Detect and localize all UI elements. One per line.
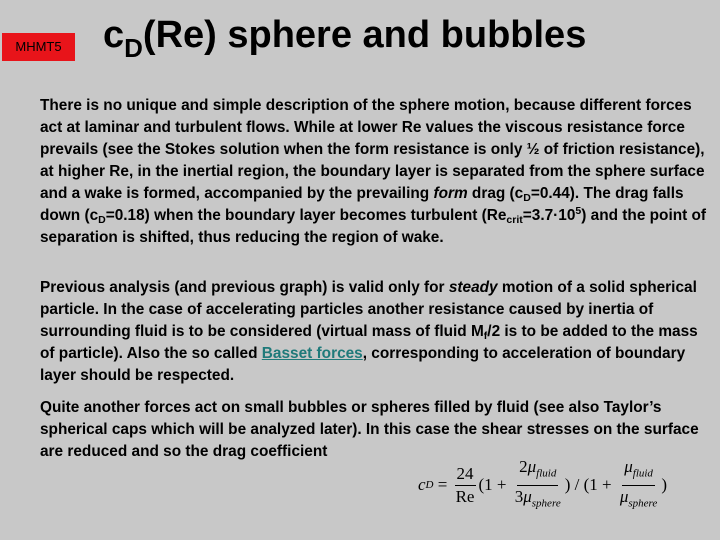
course-badge: MHMT5 — [2, 33, 75, 61]
page-title: $c_D(Re)$ sphere and bubbles — [103, 14, 587, 63]
drag-coefficient-formula: c D = $\frac{24}{Re}$ (1 + $\frac{2\mu_{fluid}}{3\mu_{sphere}}$ ) / (1 + $\frac{\mu_{fluid}}{\mu_{sphere}}$ ) — [418, 455, 667, 515]
fraction-viscosity-ratio-2: $\frac{\mu_{fluid}}{\mu_{sphere}}$ — [619, 457, 658, 509]
paragraph-steady-motion: Previous analysis (and previous graph) is valid only for steady motion of a solid spherical particle. In the case of accelerating particles another resistance caused by inertia of surrounding fluid is to be considered (virtual mass of fluid $M_f/2$ is to be added to the mass of particle). Also the so called Basset forces, corresponding to acceleration of boundary layer should be respected. — [40, 279, 698, 384]
paragraph-sphere-motion: There is no unique and simple description of the sphere motion, because different forces act at laminar and turbulent flows. While at lower Re values the viscous resistance force prevails (see the Stokes solution when the form resistance is only ½ of friction resistance), at higher Re, in the inertial region, the boundary layer is separated from the sphere surface and a wake is formed, accompanied by the prevailing form drag $(c_D=0.44)$. The drag falls down $(c_D=0.18)$ when the boundary layer becomes turbulent $(Re_{crit}=3.7\cdot 10^5)$ and the point of separation is shifted, thus reducing the region of wake. — [40, 97, 707, 246]
fraction-24-re: $\frac{24}{Re}$ — [455, 463, 475, 506]
fraction-viscosity-ratio-1: $\frac{2\mu_{fluid}}{3\mu_{sphere}}$ — [514, 457, 561, 509]
basset-forces-link[interactable]: Basset forces — [261, 345, 363, 362]
paragraph-bubbles: Quite another forces act on small bubbles or spheres filled by fluid (see also Taylor’s spherical caps which will be analyzed later). In this case the shear stresses on the surface are reduced and so the drag coefficient — [40, 399, 699, 460]
